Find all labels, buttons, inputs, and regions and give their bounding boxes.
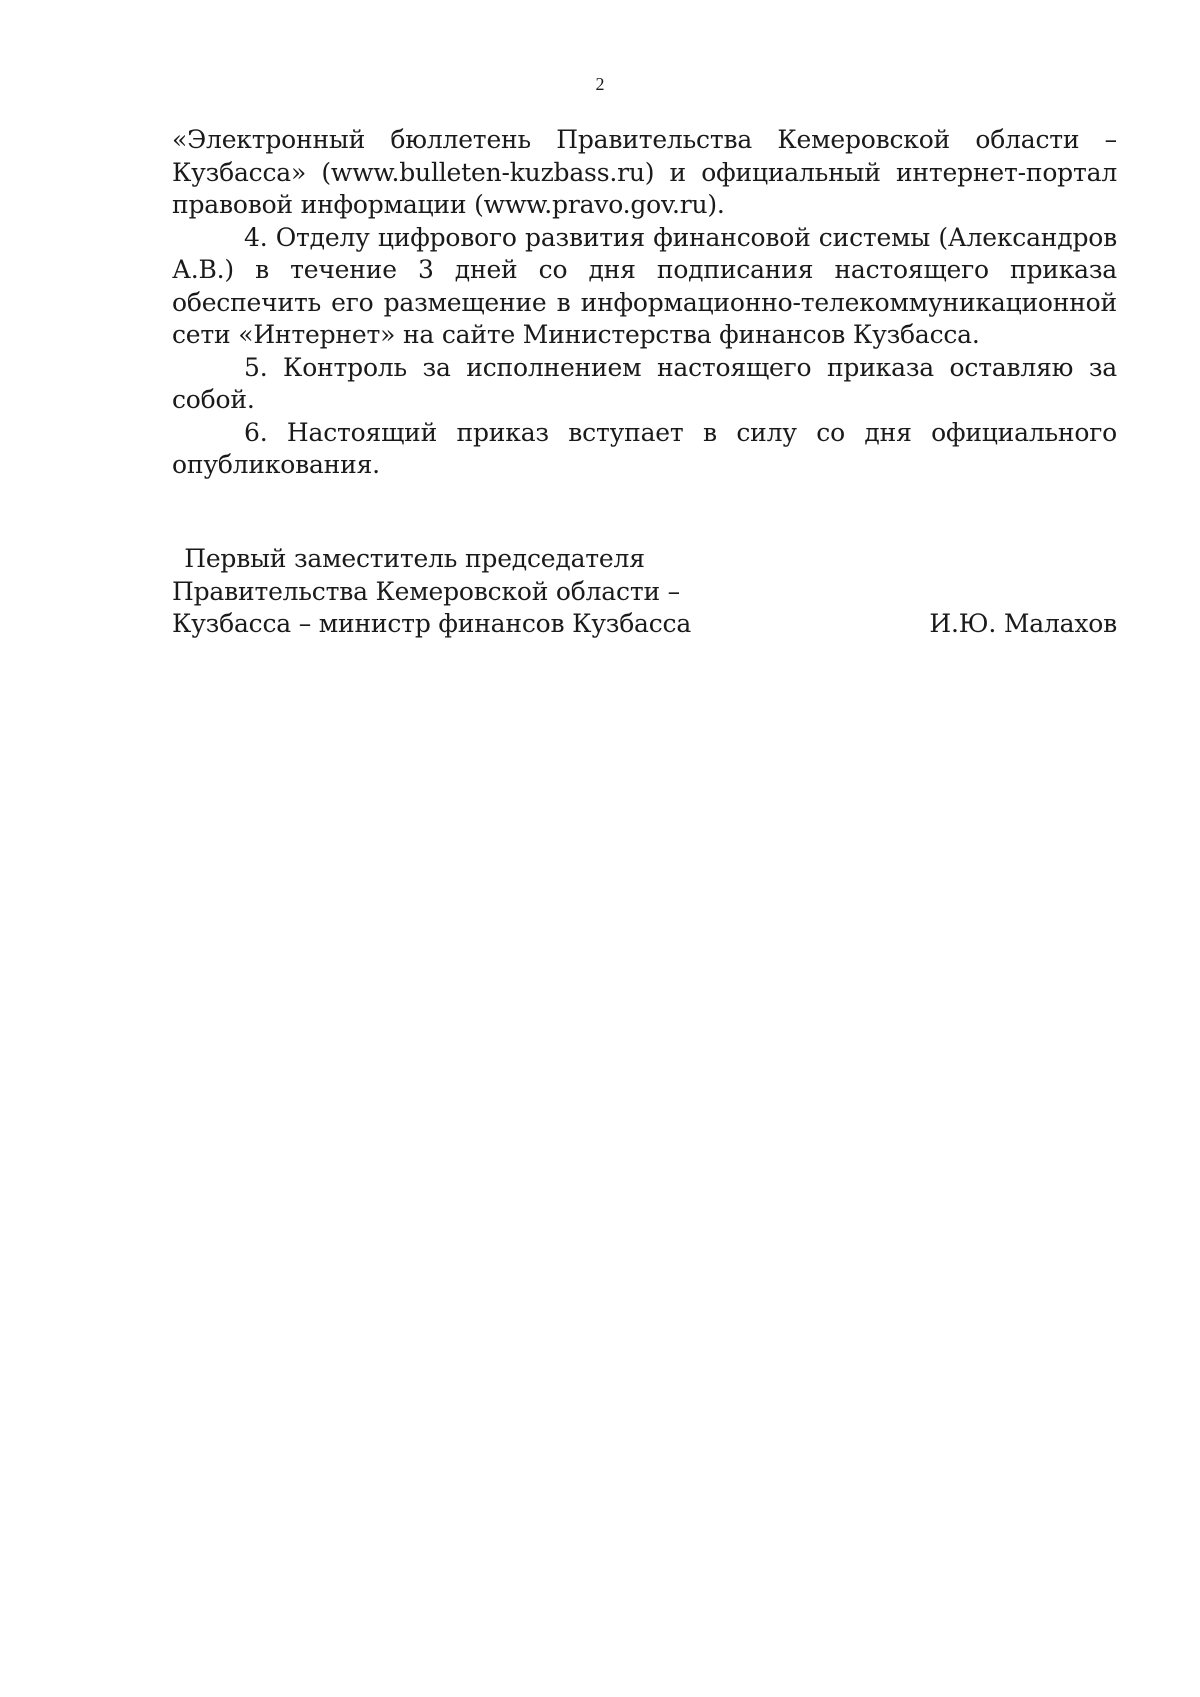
signer-position-line: Кузбасса – министр финансов Кузбасса [172, 609, 692, 638]
page-number: 2 [595, 74, 605, 94]
signer-position [172, 543, 692, 641]
paragraph-item-5: 5. Контроль за исполнением настоящего приказа оставляю за собой. [172, 352, 1117, 414]
paragraph-item-4: 4. Отделу цифрового развития финансовой системы (Александров А.В.) в течение 3 дней со дня подписания настоящего приказа обеспечить его размещение в информационно-телекоммуникационной сети «Интернет» на сайте Министерства финансов Кузбасса. [172, 222, 1117, 349]
signer-position-line: Правительства Кемеровской области – [172, 576, 680, 606]
signer-name: И.Ю. Малахов [929, 609, 1117, 638]
paragraph-item-6: 6. Настоящий приказ вступает в силу со дня официального опубликования. [172, 417, 1117, 479]
paragraph-publication: «Электронный бюллетень Правительства Кемеровской области – Кузбасса» (www.bulleten-kuzbass.ru) и официальный интернет-портал правовой информации (www.pravo.gov.ru). [172, 125, 1117, 219]
signer-position-line: Первый заместитель председателя [184, 544, 645, 573]
document-body [172, 124, 1117, 482]
signature-block [172, 543, 1117, 643]
